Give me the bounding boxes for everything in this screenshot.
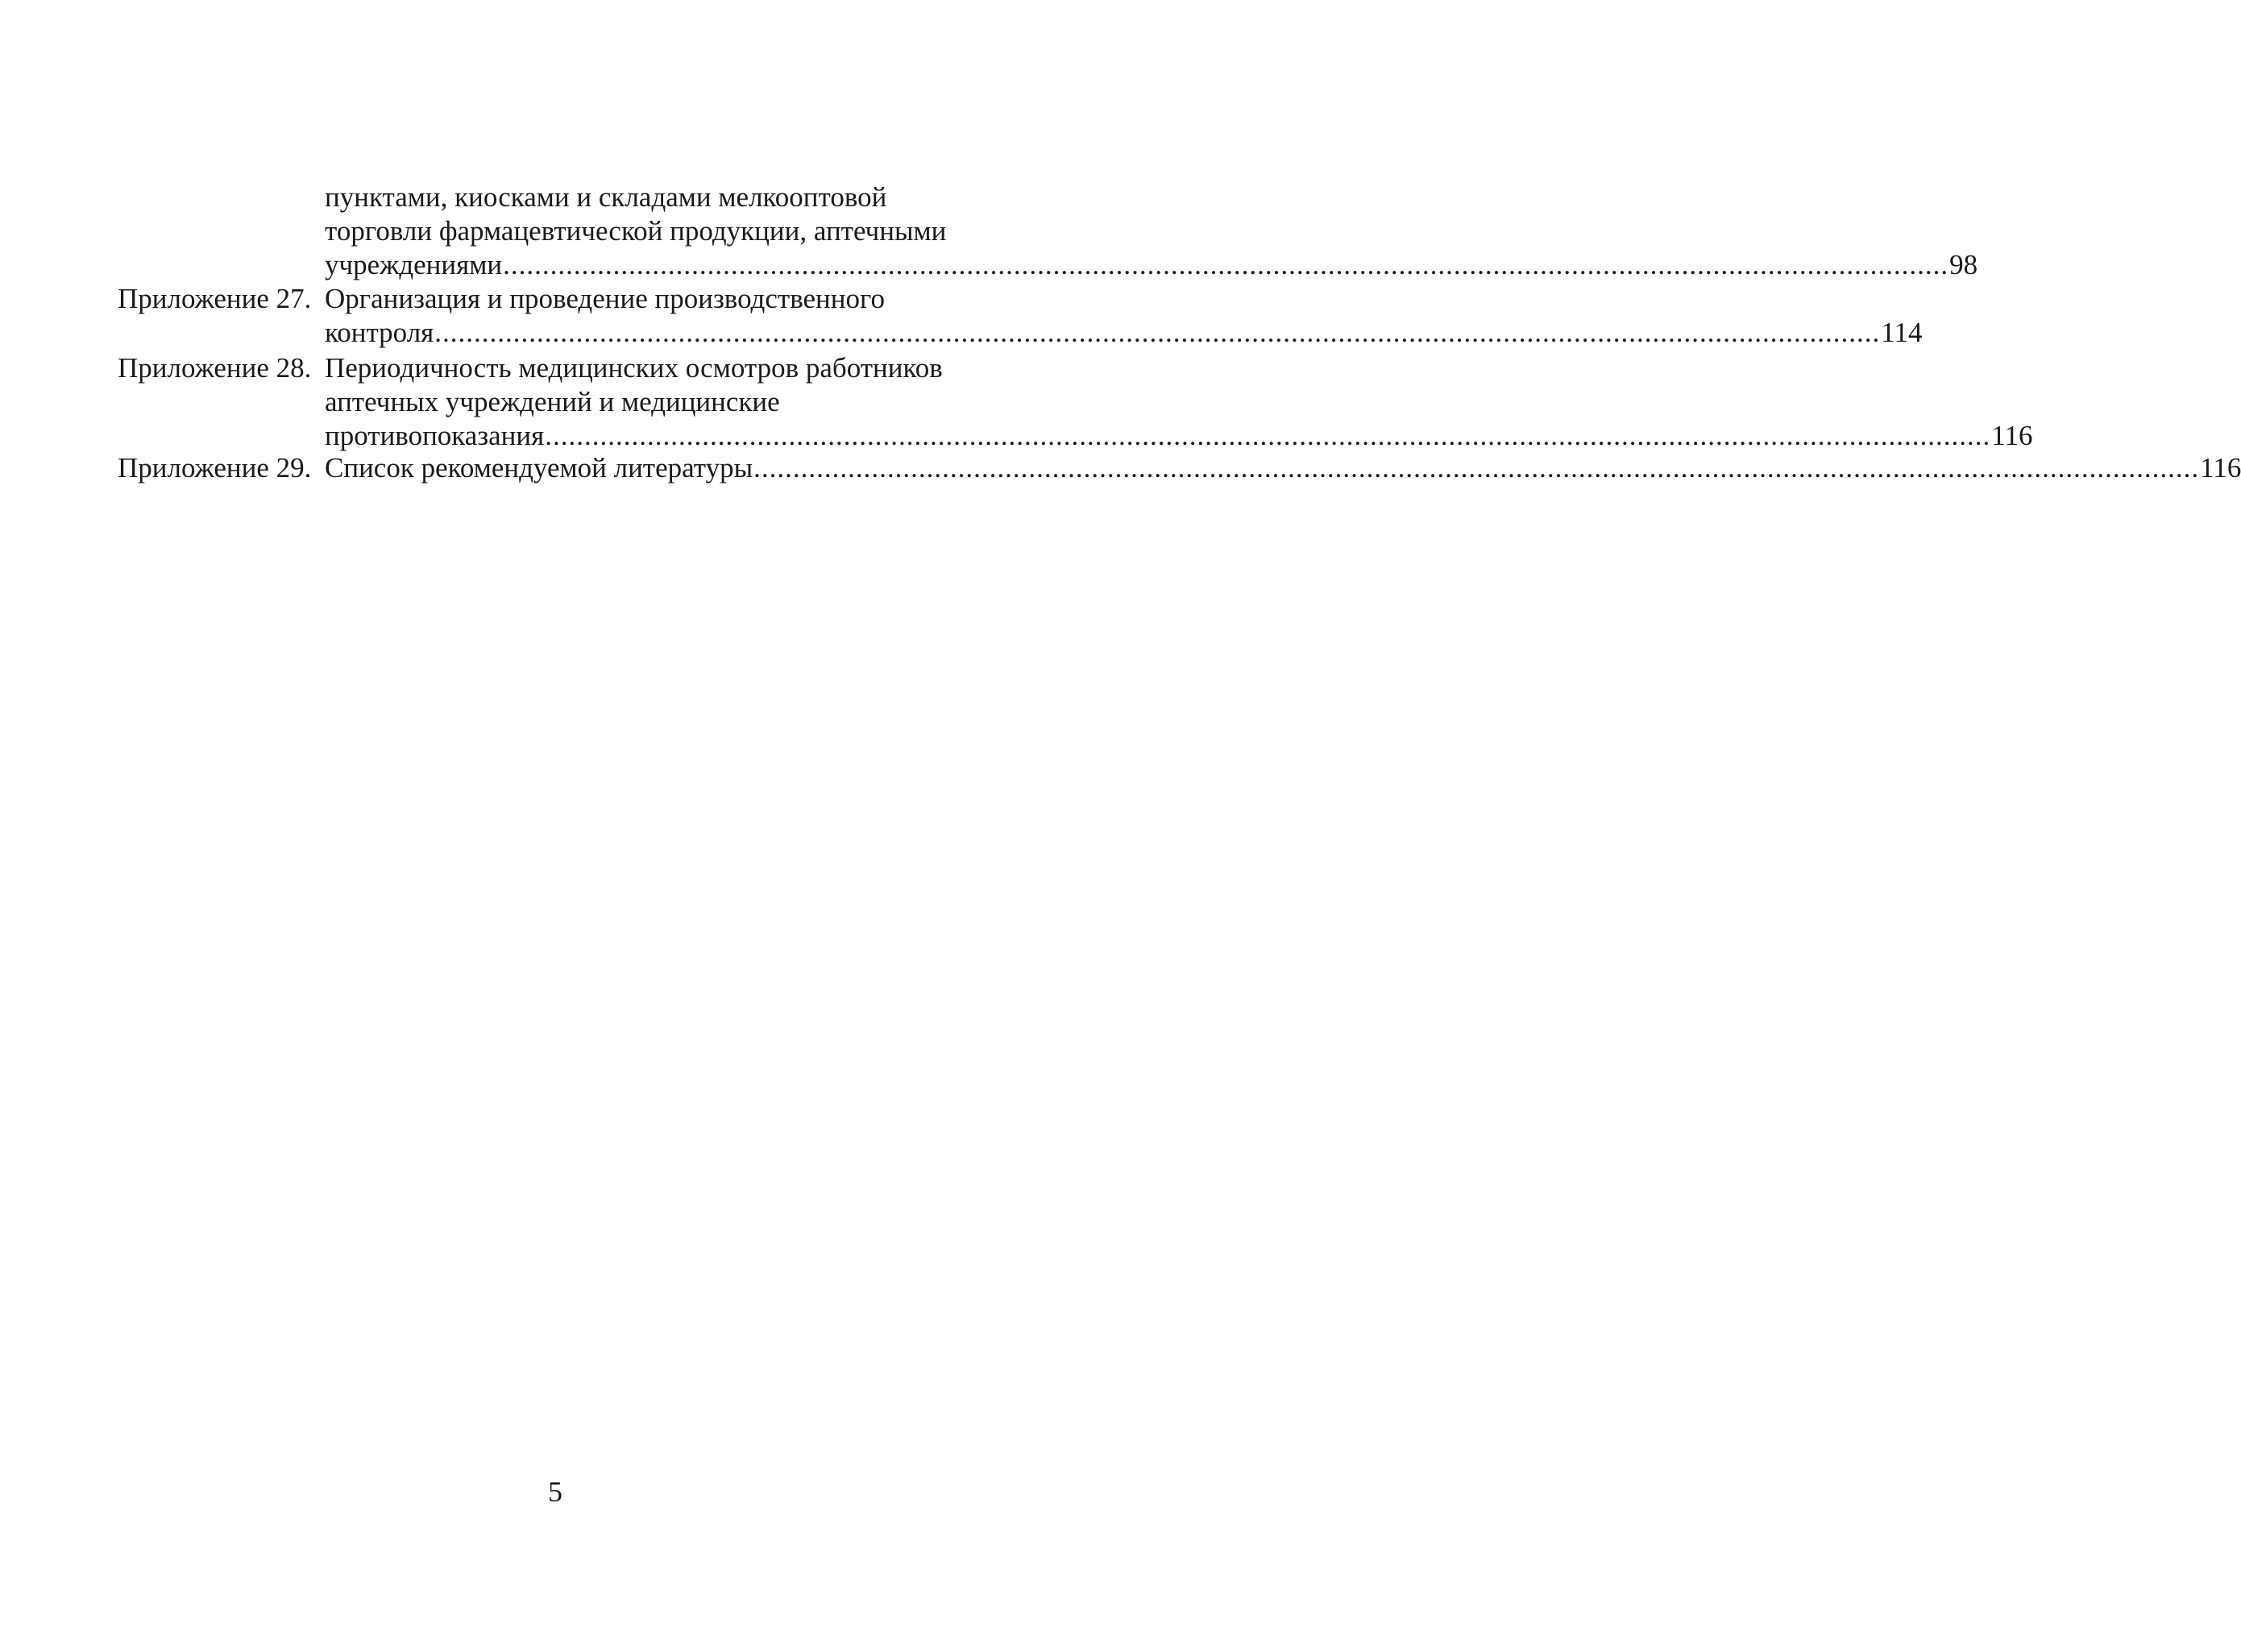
toc-entry-label: Приложение 29.: [118, 452, 312, 484]
toc-entry-title-end: противопоказания: [325, 420, 545, 451]
toc-entry-line: аптечных учреждений и медицинские: [325, 386, 780, 417]
toc-entry-line: Организация и проведение производственного: [325, 283, 885, 314]
dot-leader: ........................................................................................................................................................................................: [503, 249, 1949, 280]
toc-entry-title-end: Список рекомендуемой литературы: [325, 452, 753, 484]
toc-entry-title-end: контроля: [325, 317, 434, 348]
toc-entry-label: Приложение 27.: [118, 283, 312, 314]
toc-entry-leader-line: [325, 248, 1978, 282]
dot-leader: ........................................................................................................................................................................................: [434, 317, 1881, 348]
toc-entry-page: 98: [1949, 249, 1978, 280]
toc-entry-leader-line: [325, 419, 2033, 453]
toc-entry-page: 116: [1991, 420, 2033, 451]
toc-entry-page: 116: [2200, 452, 2241, 484]
toc-entry-label: Приложение 28.: [118, 352, 312, 384]
toc-entry-line: Периодичность медицинских осмотров работников: [325, 352, 943, 384]
dot-leader: ........................................................................................................................................................................................: [753, 452, 2200, 484]
toc-entry-leader-line: [325, 316, 1923, 350]
toc-entry-title-end: учреждениями: [325, 249, 503, 280]
dot-leader: ........................................................................................................................................................................................: [545, 420, 1991, 451]
toc-entry-line: торговли фармацевтической продукции, аптечными: [325, 215, 947, 247]
toc-entry-page: 114: [1881, 317, 1923, 348]
page-number: 5: [548, 1476, 562, 1508]
toc-entry-line: пунктами, киосками и складами мелкооптовой: [325, 181, 887, 213]
toc-entry-leader-line: [325, 451, 2241, 485]
